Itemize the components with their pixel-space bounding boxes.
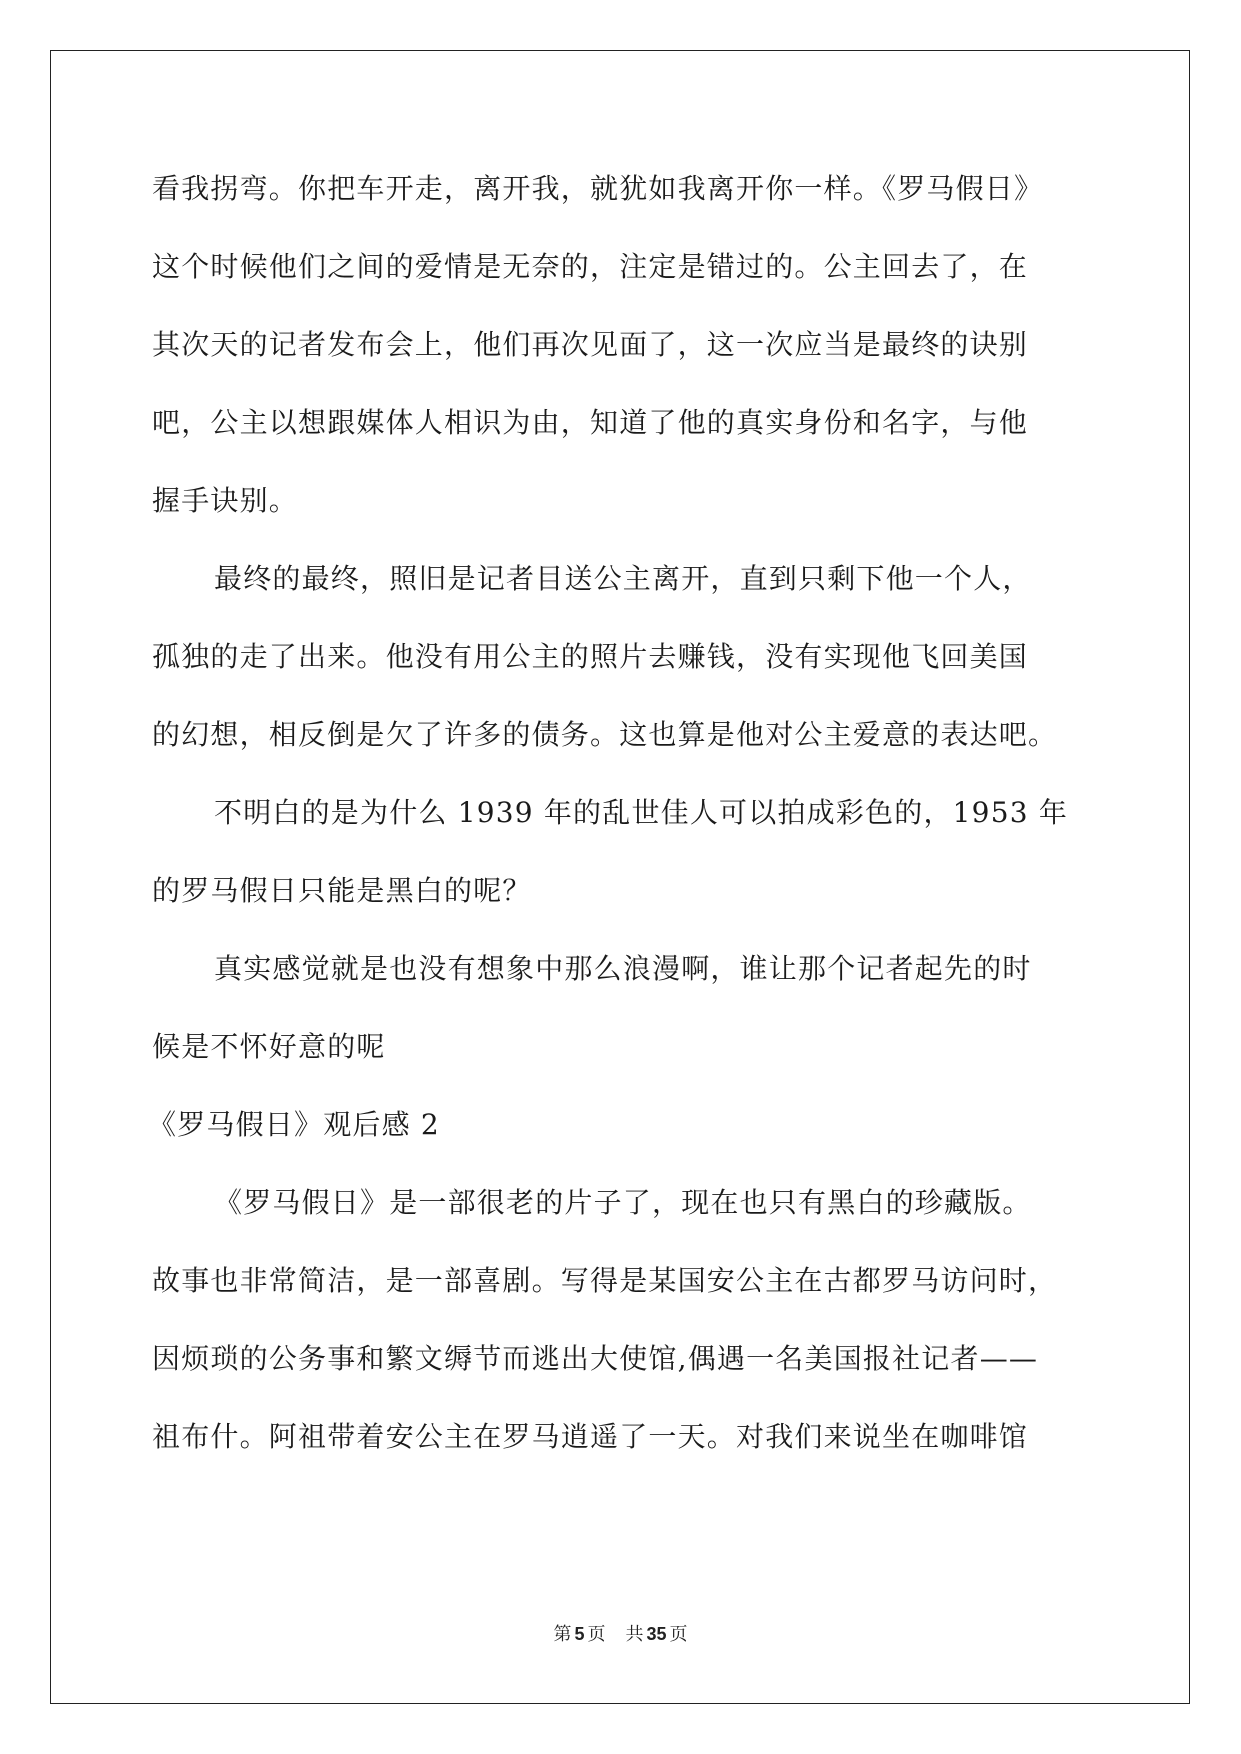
footer-total-suffix: 页 [669, 1624, 688, 1645]
paragraph-start-line: 《罗马假日》是一部很老的片子了，现在也只有黑白的珍藏版。 [214, 1186, 1032, 1219]
paragraph-start-line: 不明白的是为什么 1939 年的乱世佳人可以拍成彩色的，1953 年 [214, 796, 1069, 829]
footer-total-prefix: 共 [625, 1624, 644, 1645]
text-line: 祖布什。阿祖带着安公主在罗马逍遥了一天。对我们来说坐在咖啡馆 [152, 1420, 1029, 1453]
paragraph-start-line: 真实感觉就是也没有想象中那么浪漫啊，谁让那个记者起先的时 [214, 952, 1032, 985]
footer-prefix: 第 [553, 1624, 572, 1645]
text-line: 故事也非常简洁，是一部喜剧。写得是某国安公主在古都罗马访问时， [152, 1264, 1058, 1297]
text-line: 的罗马假日只能是黑白的呢？ [152, 874, 532, 907]
text-line: 候是不怀好意的呢 [152, 1030, 386, 1063]
paragraph-start-line: 最终的最终，照旧是记者目送公主离开，直到只剩下他一个人， [214, 562, 1032, 595]
page-footer [0, 1620, 1241, 1646]
text-line: 看我拐弯。你把车开走，离开我，就犹如我离开你一样。《罗马假日》 [152, 172, 1044, 205]
document-body [148, 150, 1092, 1476]
total-pages: 35 [646, 1624, 667, 1644]
text-line: 的幻想，相反倒是欠了许多的债务。这也算是他对公主爱意的表达吧。 [152, 718, 1058, 751]
section-heading: 《罗马假日》观后感 2 [148, 1108, 440, 1141]
text-line: 孤独的走了出来。他没有用公主的照片去赚钱，没有实现他飞回美国 [152, 640, 1029, 673]
text-line: 握手诀别。 [152, 484, 299, 517]
text-line: 其次天的记者发布会上，他们再次见面了，这一次应当是最终的诀别 [152, 328, 1029, 361]
text-line: 这个时候他们之间的爱情是无奈的，注定是错过的。公主回去了，在 [152, 250, 1029, 283]
text-line: 因烦琐的公务事和繁文缛节而逃出大使馆,偶遇一名美国报社记者—— [152, 1342, 1039, 1375]
text-line: 吧，公主以想跟媒体人相识为由，知道了他的真实身份和名字，与他 [152, 406, 1029, 439]
footer-page-suffix: 页 [587, 1624, 606, 1645]
page-number: 5 [574, 1624, 585, 1644]
